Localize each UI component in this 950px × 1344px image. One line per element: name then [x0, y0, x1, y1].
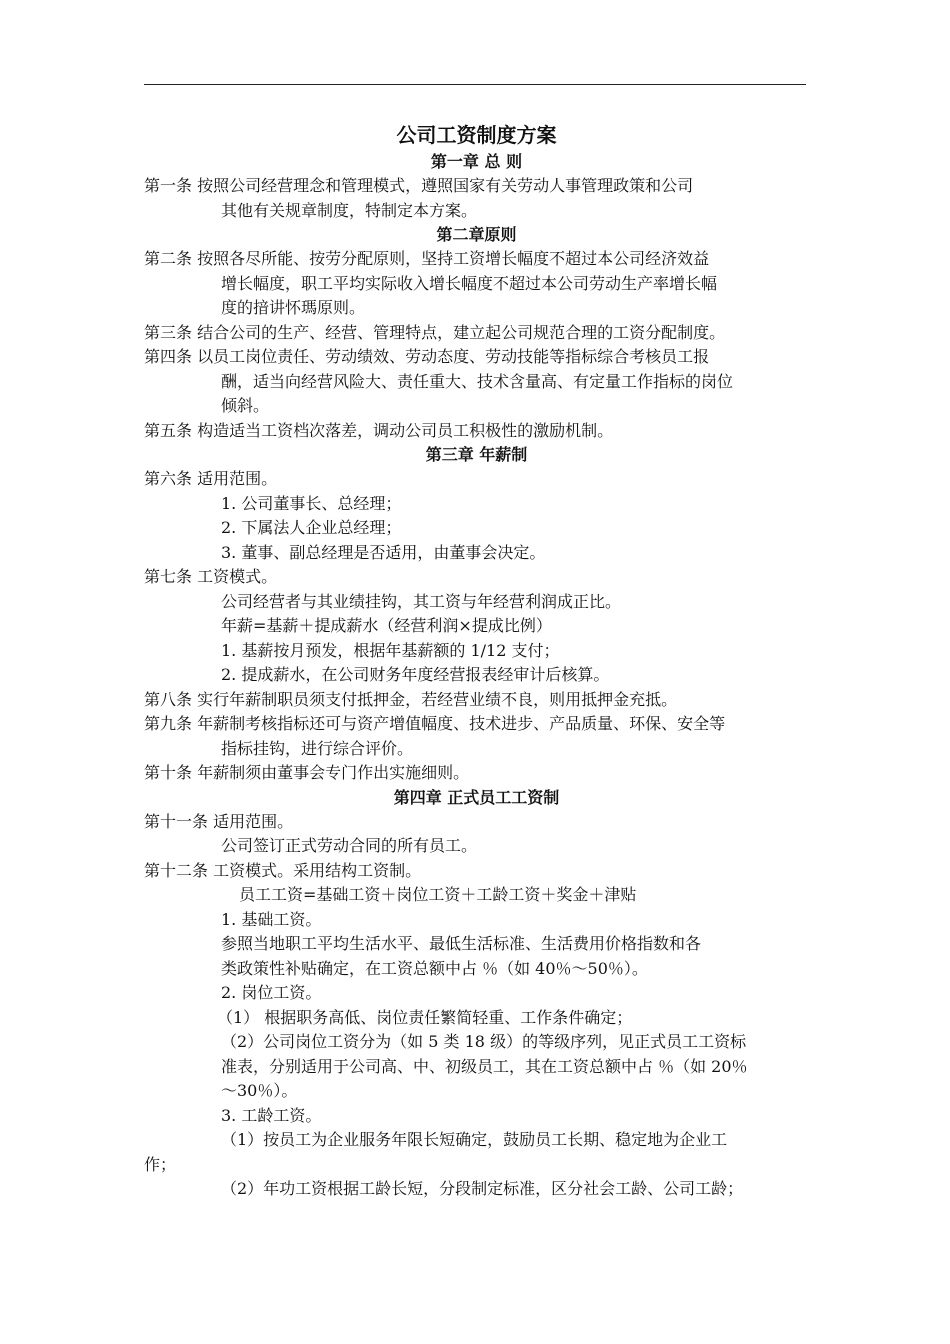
indented-line: 1. 基础工资。 [221, 909, 322, 929]
document-body [144, 120, 809, 1202]
article-line: 第七条 工资模式。 [144, 567, 278, 586]
article-line: 第五条 构造适当工资档次落差，调动公司员工积极性的激励机制。 [144, 420, 614, 440]
indented-line: 公司签订正式劳动合同的所有员工。 [221, 836, 478, 855]
indented-line: （1） 根据职务高低、岗位责任繁简轻重、工作条件确定； [217, 1007, 633, 1027]
chapter-heading: 第二章原则 [436, 225, 517, 244]
indented-line: 参照当地职工平均生活水平、最低生活标准、生活费用价格指数和各 [221, 934, 702, 953]
indented-line: （2）公司岗位工资分为（如 5 类 18 级）的等级序列，见正式员工工资标 [221, 1032, 747, 1051]
indented-line: 2. 岗位工资。 [221, 983, 322, 1002]
indented-line: 其他有关规章制度，特制定本方案。 [221, 200, 478, 220]
indented-line: 2. 提成薪水，在公司财务年度经营报表经审计后核算。 [221, 665, 610, 684]
article-line: 第十二条 工资模式。采用结构工资制。 [144, 860, 422, 880]
indented-line: 年薪=基薪＋提成薪水（经营利润×提成比例） [221, 616, 552, 635]
indented-line: 员工工资=基础工资＋岗位工资＋工龄工资＋奖金＋津贴 [239, 885, 637, 904]
indented-line: （1）按员工为企业服务年限长短确定，鼓励员工长期、稳定地为企业工 [221, 1130, 728, 1149]
indented-line: （2）年功工资根据工龄长短，分段制定标准，区分社会工龄、公司工龄； [221, 1179, 744, 1198]
article-line: 第八条 实行年薪制职员须支付抵押金，若经营业绩不良，则用抵押金充抵。 [144, 689, 678, 709]
indented-line: 酬，适当向经营风险大、责任重大、技术含量高、有定量工作指标的岗位 [221, 371, 734, 391]
indented-line: ～30％）。 [221, 1081, 298, 1100]
indented-line: 3. 董事、副总经理是否适用，由董事会决定。 [221, 542, 546, 562]
indented-line: 2. 下属法人企业总经理； [221, 518, 402, 537]
header-rule [144, 84, 806, 85]
article-line: 第十一条 适用范围。 [144, 811, 294, 831]
chapter-heading: 第四章 正式员工工资制 [393, 787, 560, 807]
article-line: 第一条 按照公司经营理念和管理模式，遵照国家有关劳动人事管理政策和公司 [144, 176, 694, 195]
article-line: 第六条 适用范围。 [144, 469, 278, 488]
indented-line: 1. 公司董事长、总经理； [221, 493, 402, 513]
indented-line: 类政策性补贴确定，在工资总额中占 ％（如 40％～50％）。 [221, 958, 648, 978]
indented-line: 3. 工龄工资。 [221, 1105, 322, 1125]
indented-line: 指标挂钩，进行综合评价。 [221, 738, 414, 758]
indented-line: 度的揞讲怀瑪原则。 [221, 298, 366, 317]
article-line: 第三条 结合公司的生产、经营、管理特点，建立起公司规范合理的工资分配制度。 [144, 322, 726, 342]
indented-line: 倾斜。 [221, 396, 270, 415]
article-line: 第四条 以员工岗位责任、劳动绩效、劳动态度、劳动技能等指标综合考核员工报 [144, 347, 710, 366]
document-lines [144, 150, 809, 1202]
indented-line: 1. 基薪按月预发，根据年基薪额的 1/12 支付； [221, 640, 560, 660]
indented-line: 公司经营者与其业绩挂钩，其工资与年经营利润成正比。 [221, 591, 622, 611]
article-line: 第九条 年薪制考核指标还可与资产增值幅度、技术进步、产品质量、环保、安全等 [144, 714, 726, 733]
indented-line: 准表，分别适用于公司高、中、初级员工，其在工资总额中占 ％（如 20％ [221, 1056, 748, 1076]
article-line: 作； [144, 1154, 177, 1174]
chapter-heading: 第三章 年薪制 [425, 445, 528, 464]
article-line: 第二条 按照各尽所能、按劳分配原则，坚持工资增长幅度不超过本公司经济效益 [144, 249, 710, 268]
document-title: 公司工资制度方案 [396, 123, 557, 147]
chapter-heading: 第一章 总 则 [430, 152, 523, 171]
article-line: 第十条 年薪制须由董事会专门作出实施细则。 [144, 763, 470, 782]
indented-line: 增长幅度，职工平均实际收入增长幅度不超过本公司劳动生产率增长幅 [221, 273, 718, 293]
